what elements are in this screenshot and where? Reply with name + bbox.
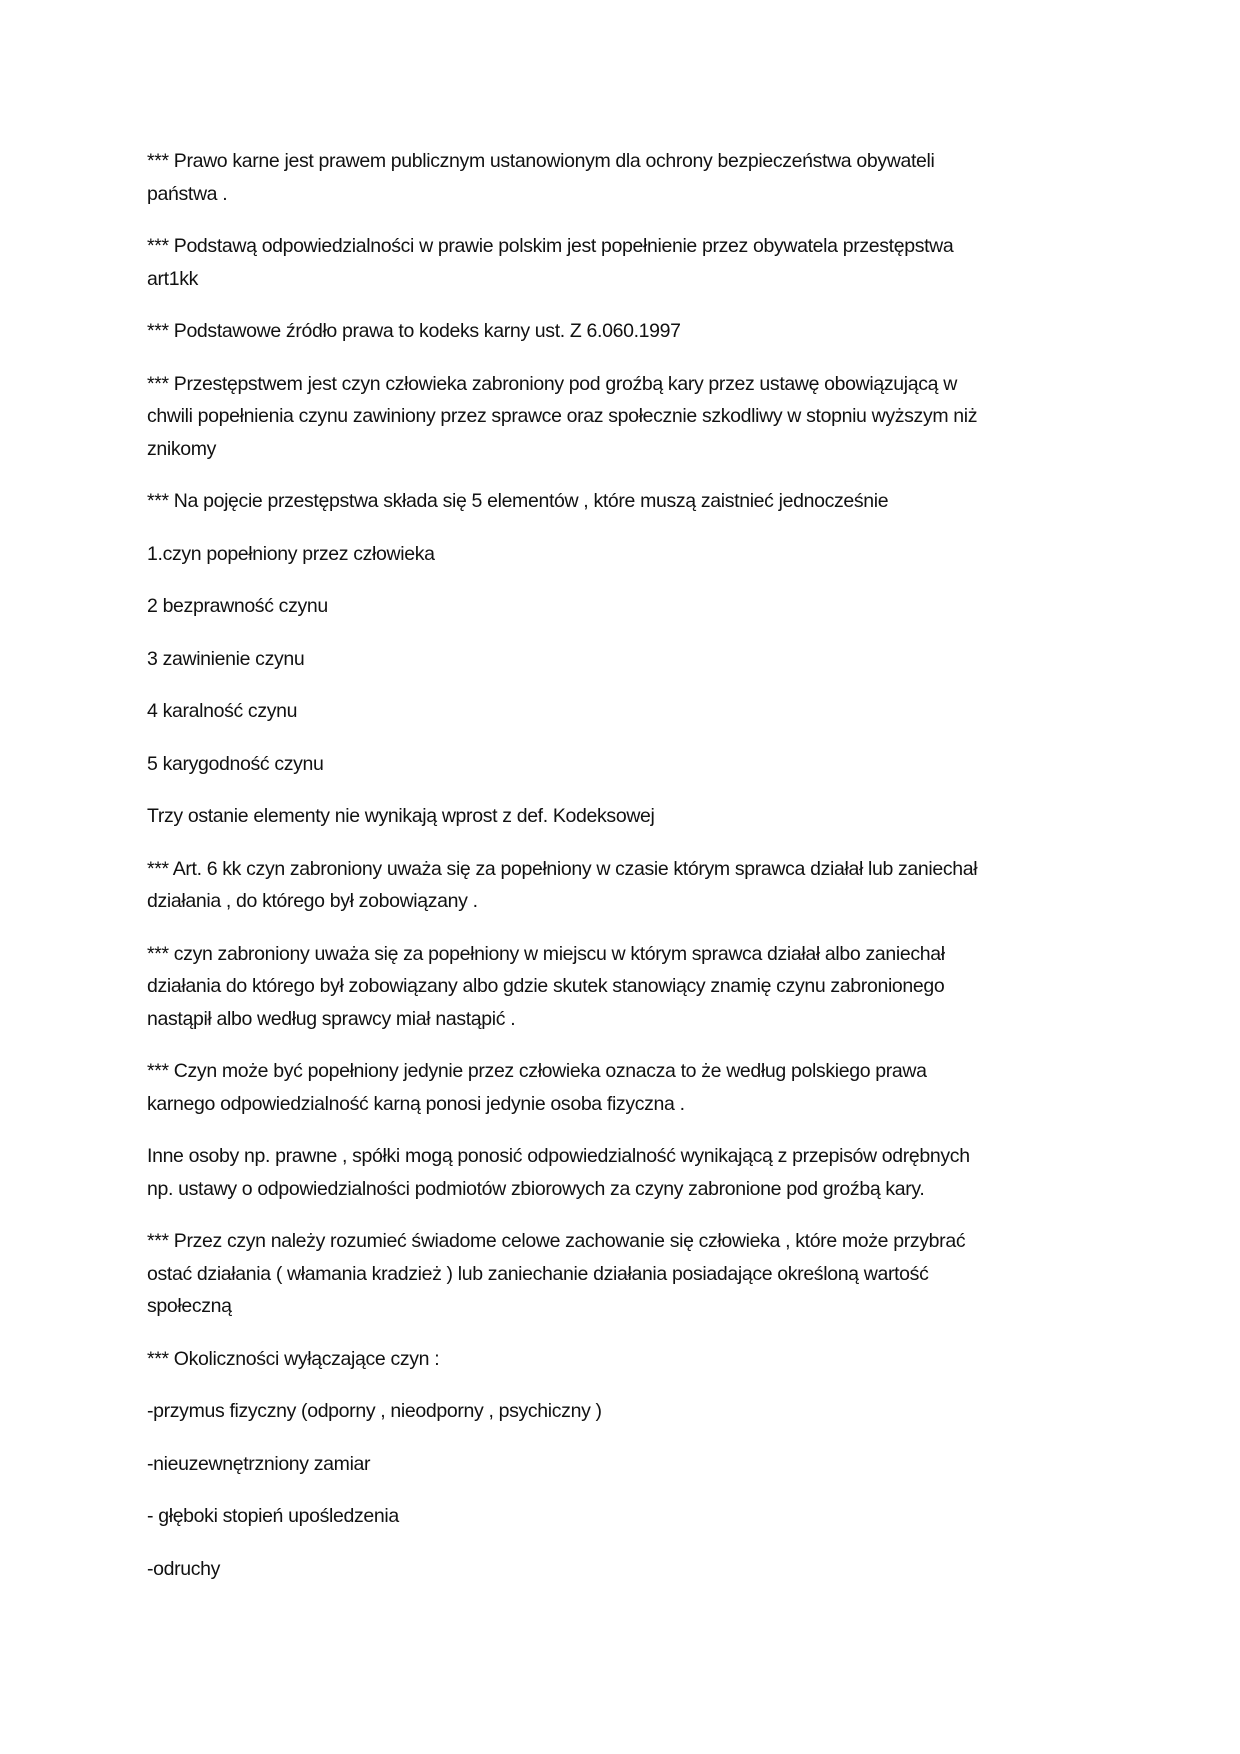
- text-line: państwa .: [147, 182, 228, 205]
- paragraph: [147, 1055, 1087, 1120]
- text-line: Inne osoby np. prawne , spółki mogą ponosić odpowiedzialność wynikającą z przepisów odrębnych: [147, 1145, 970, 1167]
- text-line: -nieuzewnętrzniony zamiar: [147, 1452, 371, 1475]
- text-line: - głęboki stopień upośledzenia: [147, 1505, 399, 1527]
- text-line: 1.czyn popełniony przez człowieka: [147, 542, 435, 565]
- text-line: działania , do którego był zobowiązany .: [147, 890, 478, 912]
- paragraph: [147, 1448, 1087, 1481]
- paragraph: [147, 643, 1087, 676]
- paragraph: [147, 590, 1087, 623]
- text-line: *** Art. 6 kk czyn zabroniony uważa się za popełniony w czasie którym sprawca działał lub zaniechał: [147, 857, 978, 880]
- text-line: -przymus fizyczny (odporny , nieodporny , psychiczny ): [147, 1400, 602, 1422]
- text-line: *** czyn zabroniony uważa się za popełniony w miejscu w którym sprawca działał albo zaniechał: [147, 942, 945, 965]
- text-line: karnego odpowiedzialność karną ponosi jedynie osoba fizyczna .: [147, 1092, 685, 1115]
- text-line: -odruchy: [147, 1557, 221, 1580]
- text-line: społeczną: [147, 1295, 232, 1317]
- paragraph: [147, 853, 1087, 918]
- paragraph: [147, 748, 1087, 781]
- text-line: Trzy ostanie elementy nie wynikają wprost z def. Kodeksowej: [147, 805, 655, 827]
- text-line: *** Czyn może być popełniony jedynie przez człowieka oznacza to że według polskiego prawa: [147, 1060, 927, 1082]
- paragraph: [147, 938, 1087, 1036]
- document-body: [147, 145, 1087, 1605]
- text-line: *** Przestępstwem jest czyn człowieka zabroniony pod groźbą kary przez ustawę obowiązującą w: [147, 372, 957, 395]
- text-line: 2 bezprawność czynu: [147, 595, 328, 617]
- text-line: znikomy: [147, 437, 217, 460]
- paragraph: [147, 1395, 1087, 1428]
- paragraph: [147, 1553, 1087, 1586]
- text-line: ostać działania ( włamania kradzież ) lub zaniechanie działania posiadające określoną wartość: [147, 1262, 929, 1285]
- text-line: chwili popełnienia czynu zawiniony przez sprawce oraz społecznie szkodliwy w stopniu wyższym niż: [147, 405, 978, 427]
- text-line: działania do którego był zobowiązany albo gdzie skutek stanowiący znamię czynu zabronionego: [147, 975, 945, 997]
- text-line: *** Podstawą odpowiedzialności w prawie polskim jest popełnienie przez obywatela przestępstwa: [147, 235, 954, 257]
- paragraph: [147, 230, 1087, 295]
- text-line: *** Na pojęcie przestępstwa składa się 5 elementów , które muszą zaistnieć jednocześnie: [147, 490, 889, 512]
- paragraph: [147, 800, 1087, 833]
- text-line: nastąpił albo według sprawcy miał nastąpić .: [147, 1007, 516, 1030]
- paragraph: [147, 315, 1087, 348]
- paragraph: [147, 145, 1087, 210]
- text-line: 5 karygodność czynu: [147, 752, 324, 775]
- paragraph: [147, 485, 1087, 518]
- paragraph: [147, 1225, 1087, 1323]
- text-line: *** Prawo karne jest prawem publicznym ustanowionym dla ochrony bezpieczeństwa obywateli: [147, 150, 935, 172]
- text-line: 3 zawinienie czynu: [147, 647, 305, 670]
- paragraph: [147, 1500, 1087, 1533]
- text-line: *** Podstawowe źródło prawa to kodeks karny ust. Z 6.060.1997: [147, 320, 681, 342]
- text-line: *** Okoliczności wyłączające czyn :: [147, 1347, 440, 1370]
- paragraph: [147, 538, 1087, 571]
- text-line: 4 karalność czynu: [147, 700, 298, 722]
- paragraph: [147, 368, 1087, 466]
- text-line: *** Przez czyn należy rozumieć świadome celowe zachowanie się człowieka , które może przybrać: [147, 1230, 966, 1252]
- text-line: np. ustawy o odpowiedzialności podmiotów zbiorowych za czyny zabronione pod groźbą kary.: [147, 1177, 925, 1200]
- paragraph: [147, 1140, 1087, 1205]
- paragraph: [147, 695, 1087, 728]
- text-line: art1kk: [147, 267, 199, 290]
- paragraph: [147, 1343, 1087, 1376]
